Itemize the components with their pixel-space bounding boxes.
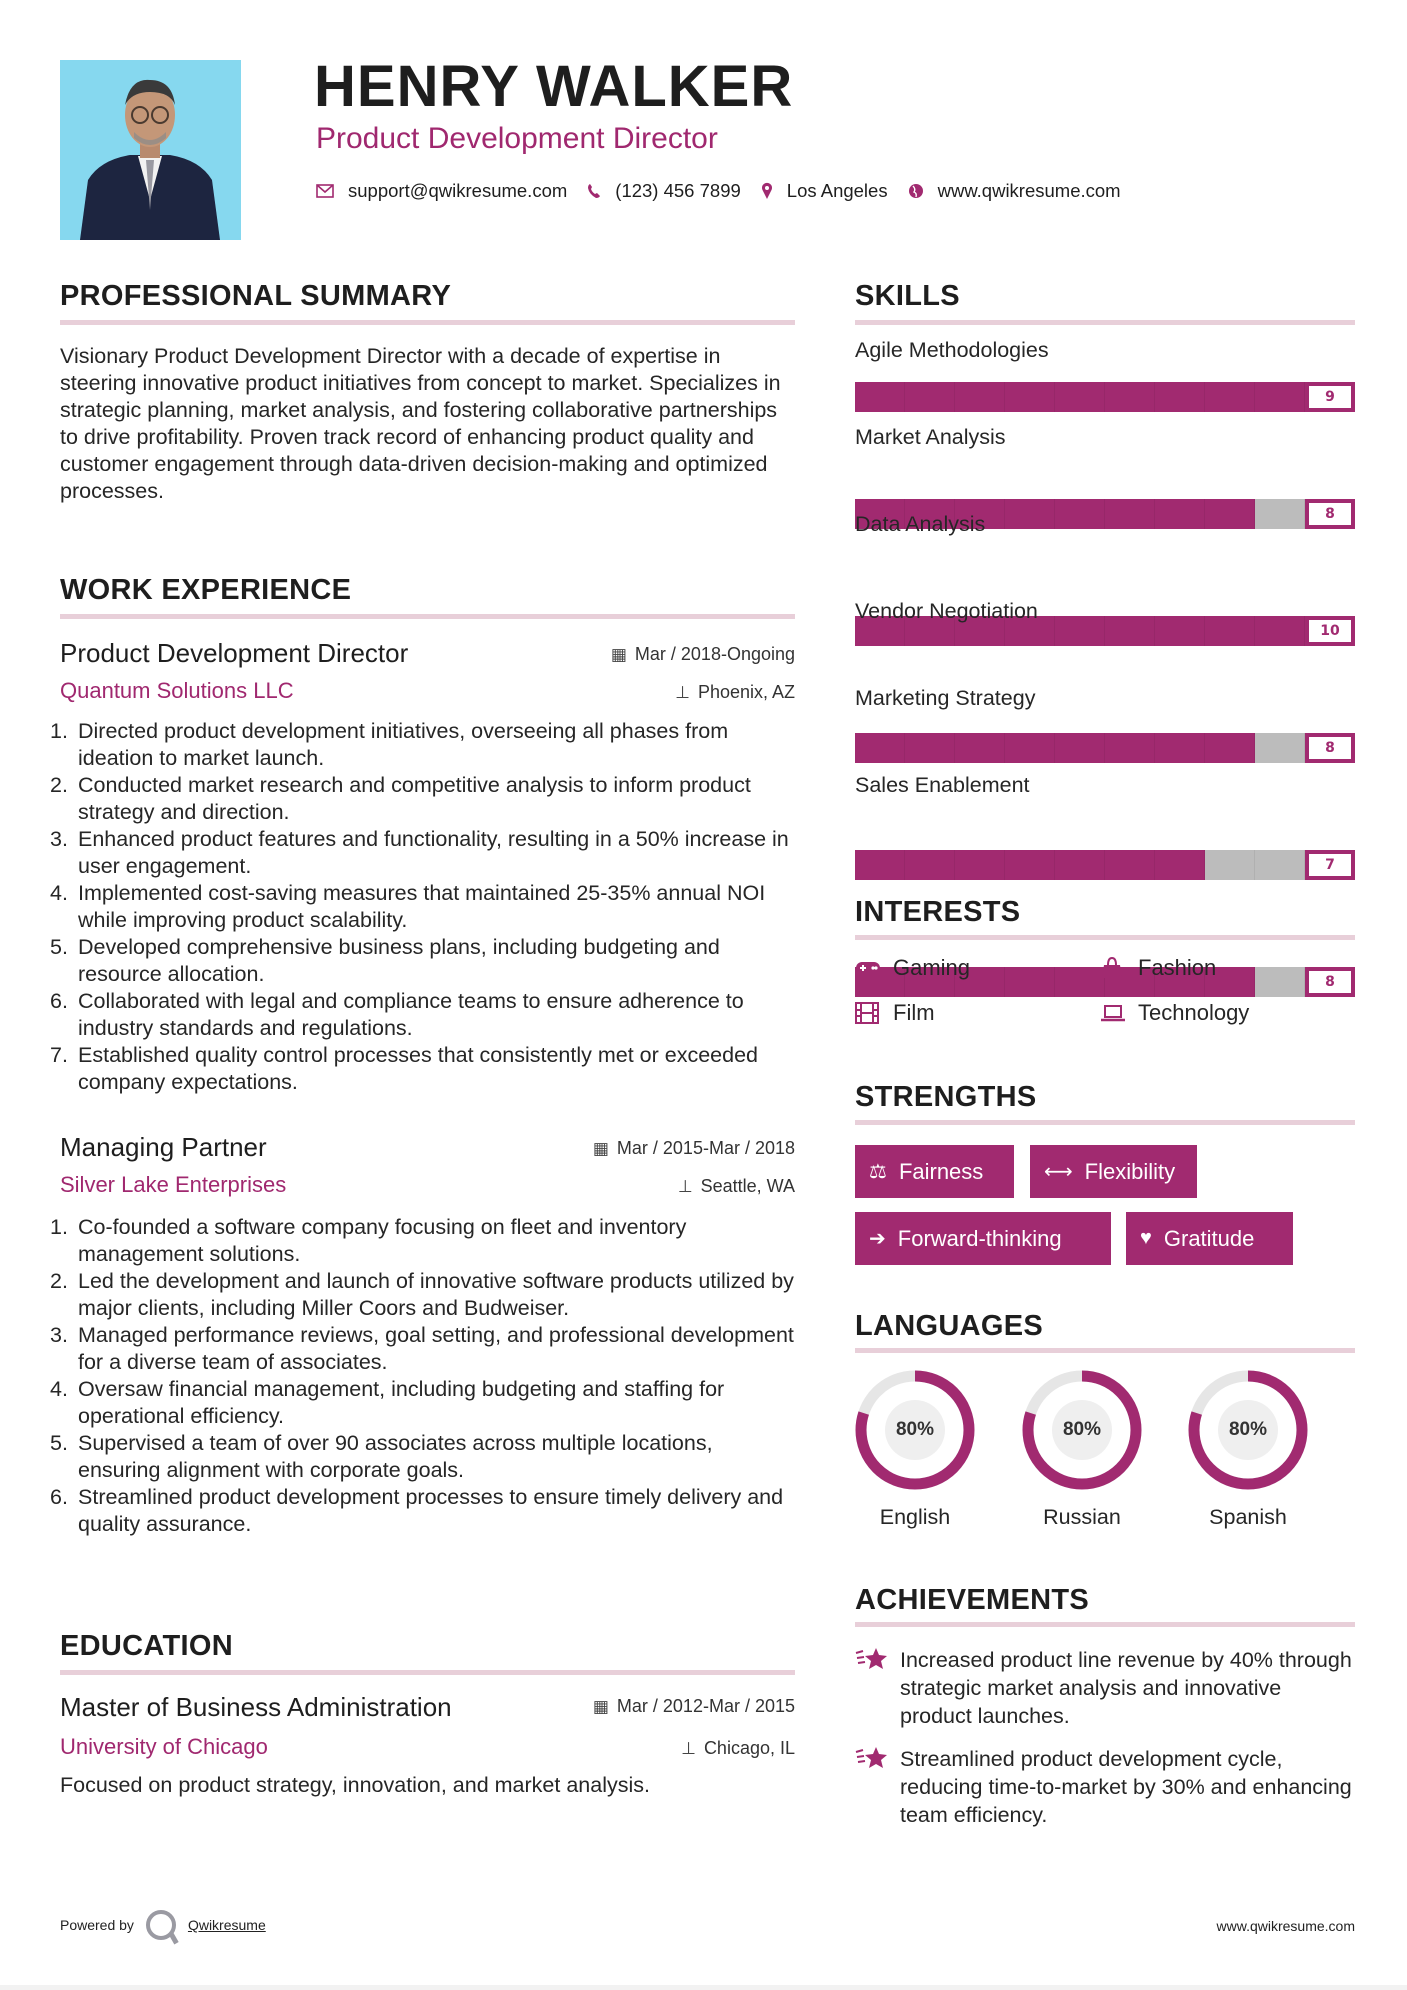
candidate-name: HENRY WALKER	[314, 54, 794, 119]
interest-gaming: Gaming	[855, 955, 970, 981]
skill-bar-segment	[1255, 733, 1305, 763]
strength-flexibility: ⟷ Flexibility	[1030, 1145, 1197, 1198]
list-item: 7. Established quality control processes that consistently met or exceeded company expectations.	[50, 1043, 759, 1094]
skill-bar-segment	[1155, 733, 1205, 763]
person-portrait-icon	[60, 60, 241, 240]
language-progress-ring	[854, 1369, 976, 1491]
strengths-divider	[855, 1120, 1355, 1125]
skill-rating-bar	[855, 733, 1355, 763]
language-name: Spanish	[1209, 1505, 1287, 1529]
list-item: 2. Conducted market research and competitive analysis to inform product strategy and direction.	[50, 773, 751, 824]
skill-bar-segment	[1205, 382, 1255, 412]
strengths-heading: STRENGTHS	[855, 1081, 1037, 1113]
skill-rating-bar	[855, 382, 1355, 412]
shooting-star-icon	[855, 1646, 900, 1730]
language-item	[853, 1369, 977, 1530]
job-1-title: Product Development Director	[60, 638, 409, 668]
skill-label: Vendor Negotiation	[855, 599, 1038, 623]
phone-icon	[587, 183, 601, 199]
contact-bar	[316, 180, 1141, 202]
skill-score-badge: 7	[1305, 850, 1355, 880]
footer-website-link[interactable]: www.qwikresume.com	[1216, 1918, 1355, 1934]
skill-bar-segment	[855, 850, 905, 880]
globe-icon	[908, 183, 924, 199]
map-pin-icon	[761, 182, 773, 200]
job-1-company: Quantum Solutions LLC	[60, 678, 294, 703]
skill-score-badge: 10	[1305, 616, 1355, 646]
pushpin-icon: ⊥	[675, 682, 690, 702]
skill-label: Marketing Strategy	[855, 686, 1036, 710]
skill-score-badge: 9	[1305, 382, 1355, 412]
skills-heading: SKILLS	[855, 280, 960, 312]
skill-label: Agile Methodologies	[855, 338, 1049, 362]
skill-bar-segment	[1055, 733, 1105, 763]
list-item: 4. Oversaw financial management, including budgeting and staffing for operational efficiency.	[50, 1377, 725, 1428]
education-header	[60, 1692, 795, 1722]
skill-bar-segment	[1105, 850, 1155, 880]
skill-bar-segment	[905, 382, 955, 412]
skill-bar-segment	[855, 382, 905, 412]
language-name: English	[879, 1505, 951, 1529]
skill-bar-segment	[1005, 733, 1055, 763]
education-description: Focused on product strategy, innovation, and market analysis.	[60, 1773, 650, 1797]
contact-email[interactable]: support@qwikresume.com	[348, 180, 568, 201]
job-2-location: ⊥ Seattle, WA	[677, 1176, 795, 1196]
contact-location: Los Angeles	[786, 180, 888, 201]
laptop-icon	[1100, 1003, 1138, 1023]
interest-film: Film	[855, 1000, 935, 1026]
list-item: 5. Developed comprehensive business plans, including budgeting and resource allocation.	[50, 935, 720, 986]
shopping-bag-icon	[1100, 956, 1138, 980]
skill-bar-segment	[1155, 850, 1205, 880]
strength-fairness: ⚖ Fairness	[855, 1145, 1014, 1198]
qwikresume-link[interactable]: Qwikresume	[187, 1917, 266, 1933]
summary-divider	[60, 320, 795, 325]
shooting-star-icon	[855, 1745, 900, 1829]
job-1-location: ⊥ Phoenix, AZ	[675, 682, 795, 702]
skill-bar-segment	[905, 850, 955, 880]
summary-text: Visionary Product Development Director with a decade of expertise in steering innovative product initiatives from concept to market. Specializes in strategic planning, market analysis, and fostering collaborative partnerships to drive profitability. Proven track record of enhancing product quality and customer engagement through data-driven decision-making and optimized processes.	[60, 344, 781, 503]
skill-bar-segment	[1155, 382, 1205, 412]
list-item: 5. Supervised a team of over 90 associates across multiple locations, ensuring alignment with corporate goals.	[50, 1431, 713, 1482]
skill-score-badge: 8	[1305, 499, 1355, 529]
strength-gratitude: ♥ Gratitude	[1126, 1212, 1293, 1265]
list-item: 6. Collaborated with legal and compliance teams to ensure adherence to industry standards and regulations.	[50, 989, 744, 1040]
skill-bar-segment	[1205, 733, 1255, 763]
skill-bar-segment	[1055, 967, 1105, 997]
skill-rating-bar	[855, 850, 1355, 880]
list-item: 4. Implemented cost-saving measures that maintained 25-35% annual NOI while improving product scalability.	[50, 881, 766, 932]
interests-divider	[855, 935, 1355, 940]
skill-bar-segment	[1105, 733, 1155, 763]
list-item: 1. Directed product development initiatives, overseeing all phases from ideation to market launch.	[50, 719, 729, 770]
languages-heading: LANGUAGES	[855, 1310, 1043, 1342]
footer-powered-by: Powered by Qwikresume	[60, 1910, 266, 1940]
skill-bar-segment	[855, 733, 905, 763]
arrows-horizontal-icon: ⟷	[1044, 1161, 1073, 1183]
skill-bar-segment	[1205, 850, 1255, 880]
education-heading: EDUCATION	[60, 1630, 233, 1662]
contact-website[interactable]: www.qwikresume.com	[937, 180, 1121, 201]
skill-score-badge: 8	[1305, 733, 1355, 763]
list-item: 6. Streamlined product development processes to ensure timely delivery and quality assurance.	[50, 1485, 784, 1536]
job-1-header	[60, 638, 795, 668]
skill-bar-segment	[1005, 382, 1055, 412]
gamepad-icon	[855, 960, 893, 976]
list-item: 1. Co-founded a software company focusing on fleet and inventory management solutions.	[50, 1215, 687, 1266]
achievements-divider	[855, 1622, 1355, 1627]
education-subheader	[60, 1734, 795, 1762]
language-item	[1020, 1369, 1144, 1530]
achievement-item: Streamlined product development cycle, reducing time-to-market by 30% and enhancing team efficiency.	[855, 1745, 1355, 1829]
skill-bar-segment	[1005, 850, 1055, 880]
interest-technology: Technology	[1100, 1000, 1249, 1026]
contact-phone[interactable]: (123) 456 7899	[615, 180, 741, 201]
skill-bar-segment	[955, 382, 1005, 412]
job-2-dates: ▦ Mar / 2015-Mar / 2018	[592, 1138, 795, 1158]
achievement-item: Increased product line revenue by 40% through strategic market analysis and innovative product launches.	[855, 1646, 1355, 1730]
film-icon	[855, 1002, 893, 1024]
job-2-title: Managing Partner	[60, 1132, 267, 1162]
page-bottom-edge	[0, 1985, 1407, 1990]
job-1-responsibilities	[50, 718, 800, 1096]
skill-bar-segment	[955, 733, 1005, 763]
language-percent: 80%	[1218, 1400, 1278, 1460]
candidate-title: Product Development Director	[316, 122, 718, 155]
language-progress-ring	[1021, 1369, 1143, 1491]
pushpin-icon: ⊥	[677, 1176, 693, 1196]
education-dates: ▦ Mar / 2012-Mar / 2015	[592, 1696, 795, 1716]
summary-heading: PROFESSIONAL SUMMARY	[60, 280, 452, 312]
job-2-company: Silver Lake Enterprises	[60, 1172, 287, 1197]
heart-icon: ♥	[1140, 1227, 1152, 1249]
education-location: ⊥ Chicago, IL	[681, 1738, 795, 1758]
skill-bar-segment	[1255, 382, 1305, 412]
skill-bar-segment	[1055, 850, 1105, 880]
degree-title: Master of Business Administration	[60, 1692, 452, 1722]
list-item: 3. Enhanced product features and functionality, resulting in a 50% increase in user engagement.	[50, 827, 789, 878]
job-2-responsibilities	[50, 1214, 800, 1538]
list-item: 3. Managed performance reviews, goal setting, and professional development for a diverse team of associates.	[50, 1323, 794, 1374]
school-name: University of Chicago	[60, 1734, 268, 1759]
language-percent: 80%	[885, 1400, 945, 1460]
skill-label: Sales Enablement	[855, 773, 1030, 797]
work-experience-heading: WORK EXPERIENCE	[60, 574, 352, 606]
strength-forward-thinking: ➔ Forward-thinking	[855, 1212, 1111, 1265]
job-2-subheader	[60, 1172, 795, 1200]
envelope-icon	[316, 184, 334, 198]
language-item	[1186, 1369, 1310, 1530]
interests-heading: INTERESTS	[855, 896, 1021, 928]
calendar-icon: ▦	[592, 1696, 609, 1716]
list-item: 2. Led the development and launch of innovative software products utilized by major clients, including Miller Coors and Budweiser.	[50, 1269, 794, 1320]
skill-bar-segment	[905, 733, 955, 763]
language-progress-ring	[1187, 1369, 1309, 1491]
skill-score-badge: 8	[1305, 967, 1355, 997]
achievements-heading: ACHIEVEMENTS	[855, 1584, 1090, 1616]
calendar-icon: ▦	[592, 1138, 609, 1158]
skill-bar-segment	[1055, 382, 1105, 412]
interest-fashion: Fashion	[1100, 955, 1216, 981]
job-1-dates: ▦ Mar / 2018-Ongoing	[610, 644, 795, 664]
skill-bar-segment	[1105, 382, 1155, 412]
pushpin-icon: ⊥	[681, 1738, 696, 1758]
skill-label: Market Analysis	[855, 425, 1006, 449]
language-percent: 80%	[1052, 1400, 1112, 1460]
work-experience-divider	[60, 614, 795, 619]
job-1-subheader	[60, 678, 795, 706]
job-2-header	[60, 1132, 795, 1162]
education-divider	[60, 1670, 795, 1675]
profile-photo	[60, 60, 241, 240]
language-name: Russian	[1043, 1505, 1121, 1529]
skill-bar-segment	[1255, 850, 1305, 880]
calendar-icon: ▦	[610, 644, 627, 664]
skills-divider	[855, 320, 1355, 325]
languages-divider	[855, 1348, 1355, 1353]
skill-bar-segment	[955, 850, 1005, 880]
skill-label: Data Analysis	[855, 512, 986, 536]
skill-bar-segment	[1255, 967, 1305, 997]
arrow-right-icon: ➔	[869, 1228, 886, 1250]
balance-scale-icon: ⚖	[869, 1161, 887, 1183]
qwikresume-logo-icon	[146, 1910, 176, 1940]
skill-bar-segment	[1005, 967, 1055, 997]
